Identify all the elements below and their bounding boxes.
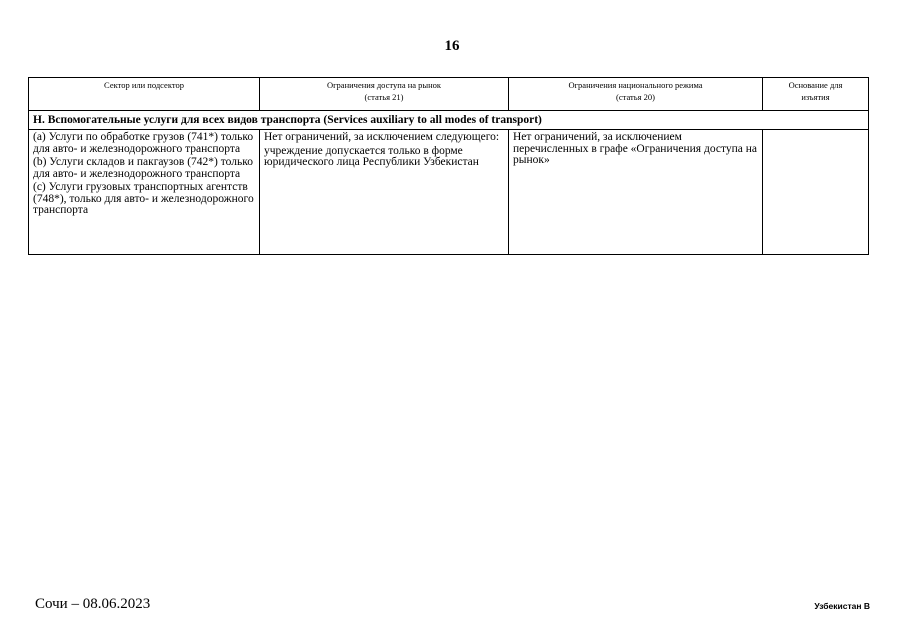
market-access-detail: учреждение допускается только в форме юридического лица Республики Узбекистан (264, 144, 479, 168)
sector-item-b: (b) Услуги складов и пакгаузов (742*) только для авто- и железнодорожного транспорта (33, 156, 253, 180)
sector-item-c: (c) Услуги грузовых транспортных агентств (748*), только для авто- и железнодорожного транспорта (33, 181, 254, 216)
table-row (29, 130, 869, 255)
header-sector: Сектор или подсектор (29, 78, 260, 111)
footer-date: Сочи – 08.06.2023 (35, 596, 151, 612)
sector-item-a: (a) Услуги по обработке грузов (741*) только для авто- и железнодорожного транспорта (33, 131, 254, 155)
commitments-table (28, 77, 869, 255)
market-access-cell (260, 130, 509, 255)
table-header-row (29, 78, 869, 111)
section-title: H. Вспомогательные услуги для всех видов транспорта (Services auxiliary to all modes of transport) (29, 111, 869, 130)
national-treatment-cell (509, 130, 763, 255)
header-national-treatment: Ограничения национального режима (статья 20) (509, 78, 763, 111)
exemption-cell (763, 130, 869, 255)
header-exemption: Основание для изъятия (763, 78, 869, 111)
page-number: 16 (444, 38, 460, 54)
footer-country: Узбекистан B (814, 601, 870, 611)
national-treatment-text: Нет ограничений, за исключением перечисленных в графе «Ограничения доступа на рынок» (513, 131, 757, 166)
section-row (29, 111, 869, 130)
header-market-access: Ограничения доступа на рынок (статья 21) (260, 78, 509, 111)
sector-cell (29, 130, 260, 255)
market-access-intro: Нет ограничений, за исключением следующего: (264, 131, 500, 143)
